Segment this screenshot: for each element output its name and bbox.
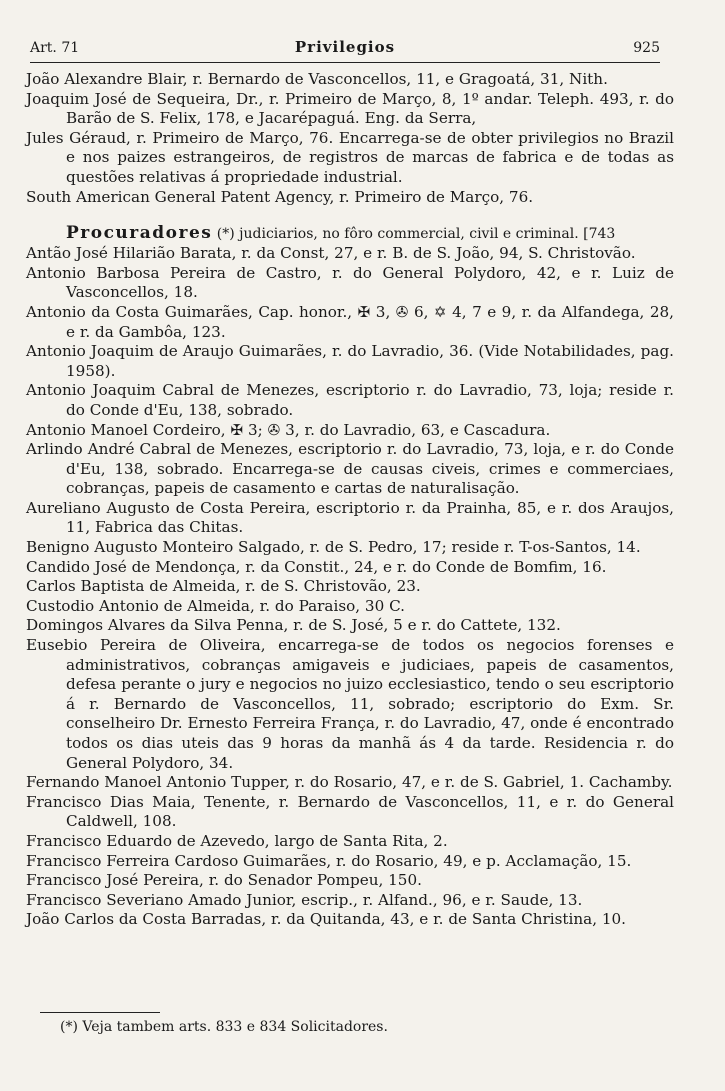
page-header xyxy=(30,36,660,63)
directory-entry: Antão José Hilarião Barata, r. da Const, 27, e r. B. de S. João, 94, S. Christovão. xyxy=(26,244,636,263)
directory-entry: Carlos Baptista de Almeida, r. de S. Christovão, 23. xyxy=(26,577,421,596)
directory-entry: Francisco Eduardo de Azevedo, largo de Santa Rita, 2. xyxy=(26,831,448,850)
directory-entry: Antonio Joaquim Cabral de Menezes, escriptorio r. do Lavradio, 73, loja; reside r. do Conde d'Eu, 138, sobrado. xyxy=(26,381,674,419)
directory-entry: João Carlos da Costa Barradas, r. da Quitanda, 43, e r. de Santa Christina, 10. xyxy=(26,910,627,929)
directory-entry: Francisco José Pereira, r. do Senador Pompeu, 150. xyxy=(26,871,422,890)
directory-entry: Francisco Dias Maia, Tenente, r. Bernardo de Vasconcellos, 11, e r. do General Caldwell, 108. xyxy=(26,792,674,831)
directory-entry: Arlindo André Cabral de Menezes, escriptorio r. do Lavradio, 73, loja, e r. do Conde d'Eu, 138, sobrado. Encarrega-se de causas civeis, crimes e commerciaes, cobranças, papeis de casamento e cartas de naturalisação. xyxy=(26,440,674,498)
directory-entry: Eusebio Pereira de Oliveira, encarrega-se de todos os negocios forenses e administrativos, cobranças amigaveis e judiciaes, papeis de casamentos, defesa perante o jury e negocios no juizo ecclesiastico, tendo o seu escriptorio á r. Bernardo de Vasconcellos, 11, sobrado; escriptorio do Exm. Sr. conselheiro Dr. Ernesto Ferreira França, r. do Lavradio, 47, onde é encontrado todos os dias uteis das 9 horas da manhã ás 4 da tarde. Residencia r. do General Polydoro, 34. xyxy=(26,636,674,772)
directory-listing xyxy=(26,70,674,930)
directory-entry: Joaquim José de Sequeira, Dr., r. Primeiro de Março, 8, 1º andar. Teleph. 493, r. do Barão de S. Felix, 178, e Jacarépaguá. Eng. da Serra, xyxy=(26,89,674,128)
directory-entry: South American General Patent Agency, r. Primeiro de Março, 76. xyxy=(26,187,534,206)
directory-entry: Antonio da Costa Guimarães, Cap. honor., ✠ 3, ✇ 6, ✡ 4, 7 e 9, r. da Alfandega, 28, e r. da Gambôa, 123. xyxy=(26,302,674,341)
directory-entry: Candido José de Mendonça, r. da Constit., 24, e r. do Conde de Bomfim, 16. xyxy=(26,557,607,576)
directory-entry: Antonio Manoel Cordeiro, ✠ 3; ✇ 3, r. do Lavradio, 63, e Cascadura. xyxy=(26,420,551,439)
directory-entry: Custodio Antonio de Almeida, r. do Paraiso, 30 C. xyxy=(26,596,405,615)
footnote: (*) Veja tambem arts. 833 e 834 Solicitadores. xyxy=(60,1019,388,1035)
section-title: Procuradores xyxy=(66,223,213,244)
directory-entry: Francisco Severiano Amado Junior, escrip., r. Alfand., 96, e r. Saude, 13. xyxy=(26,890,583,909)
article-number: Art. 71 xyxy=(30,40,80,56)
directory-entry: Benigno Augusto Monteiro Salgado, r. de S. Pedro, 17; reside r. T-os-Santos, 14. xyxy=(26,538,641,557)
directory-entry: Fernando Manoel Antonio Tupper, r. do Rosario, 47, e r. de S. Gabriel, 1. Cachamby. xyxy=(26,773,673,792)
directory-entry: Jules Géraud, r. Primeiro de Março, 76. Encarrega-se de obter privilegios no Brazil e nos paizes estrangeiros, de registros de marcas de fabrica e de todas as questões relativas á propriedade industrial. xyxy=(26,128,674,186)
directory-entry: Antonio Joaquim de Araujo Guimarães, r. do Lavradio, 36. (Vide Notabilidades, pag. 1958). xyxy=(26,342,674,380)
directory-entry: João Alexandre Blair, r. Bernardo de Vasconcellos, 11, e Gragoatá, 31, Nith. xyxy=(26,70,608,88)
directory-entry: Aureliano Augusto de Costa Pereira, escriptorio r. da Prainha, 85, e r. dos Araujos, 11, Fabrica das Chitas. xyxy=(26,498,674,537)
footnote-rule xyxy=(40,1012,160,1013)
directory-entry: Francisco Ferreira Cardoso Guimarães, r. do Rosario, 49, e p. Acclamação, 15. xyxy=(26,851,632,870)
section-heading xyxy=(26,223,674,244)
directory-entry: Domingos Alvares da Silva Penna, r. de S. José, 5 e r. do Cattete, 132. xyxy=(26,616,561,635)
page-number: 925 xyxy=(633,40,660,56)
section-subtitle: (*) judiciarios, no fôro commercial, civil e criminal. [743 xyxy=(216,226,616,243)
running-title: Privilegios xyxy=(294,38,396,56)
directory-entry: Antonio Barbosa Pereira de Castro, r. do General Polydoro, 42, e r. Luiz de Vasconcellos, 18. xyxy=(26,263,674,302)
